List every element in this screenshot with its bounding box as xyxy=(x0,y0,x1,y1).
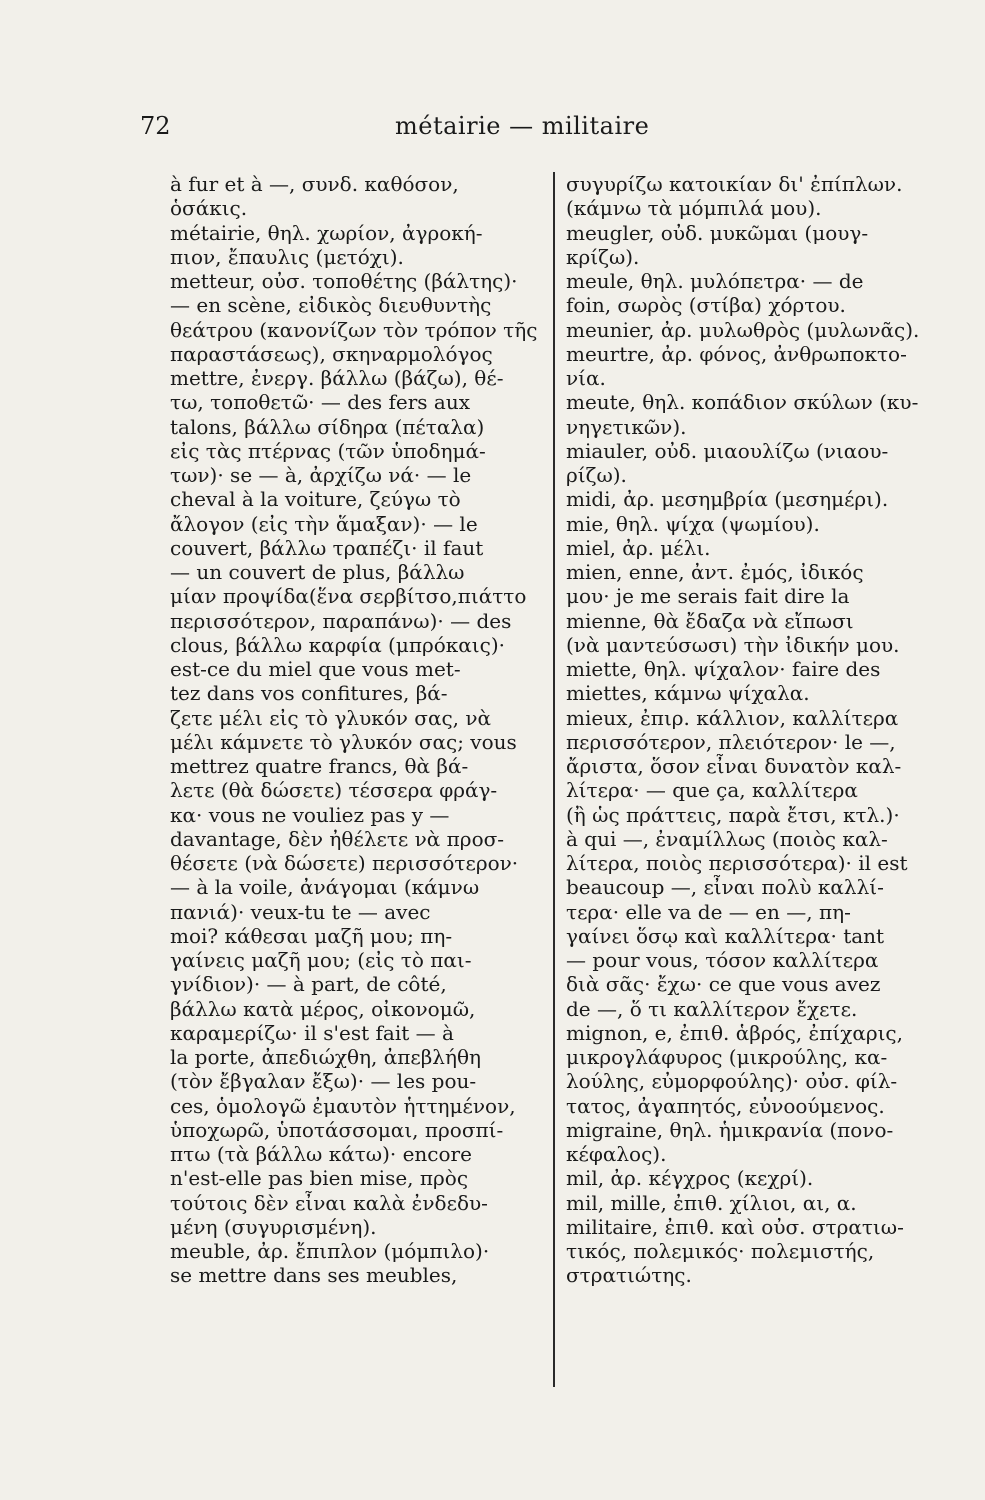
entry-line: — en scène, εἰδικὸς διευθυντὴς xyxy=(170,293,492,318)
entry-line: — un couvert de plus, βάλλω xyxy=(170,560,465,584)
entry-line: ὑποχωρῶ, ὑποτάσσομαι, προσπί- xyxy=(170,1117,504,1142)
entry-line: των)· se — à, ἀρχίζω νά· — le xyxy=(170,463,472,487)
entry-line: τούτοις δὲν εἶναι καλὰ ἐνδεδυ- xyxy=(170,1190,488,1215)
entry-line: — pour vous, τόσον καλλίτερα xyxy=(566,948,879,972)
entry-line: ἄριστα, ὅσον εἶναι δυνατὸν καλ- xyxy=(566,754,902,778)
entry-line: ces, ὁμολογῶ ἐμαυτὸν ἡττημένον, xyxy=(170,1093,516,1118)
entry-line: νία. xyxy=(566,366,606,390)
entry-line: ρίζω). xyxy=(566,463,627,487)
page-header xyxy=(140,112,930,146)
entry-line: μέλι κάμνετε τὸ γλυκόν σας; vous xyxy=(170,729,517,754)
entry-line: ὁσάκις. xyxy=(170,196,248,221)
entry-line: meugler, οὐδ. μυκῶμαι (μουγ- xyxy=(566,220,869,245)
entry-line: métairie, θηλ. χωρίον, ἀγροκή- xyxy=(170,220,483,245)
entry-line: μένη (συγυρισμένη). xyxy=(170,1214,377,1239)
entry-line: de —, ὅ τι καλλίτερον ἔχετε. xyxy=(566,996,858,1021)
entry-line: meute, θηλ. κοπάδιον σκύλων (κυ- xyxy=(566,390,919,415)
entry-line: miettes, κάμνω ψίχαλα. xyxy=(566,681,810,706)
entry-line: τατος, ἀγαπητός, εὐνοούμενος. xyxy=(566,1093,885,1118)
entry-line: midi, ἀρ. μεσημβρία (μεσημέρι). xyxy=(566,487,889,512)
entry-line: κα· vous ne vouliez pas y — xyxy=(170,802,450,827)
entry-line: (τὸν ἔβγαλαν ἔξω)· — les pou- xyxy=(170,1069,477,1094)
entry-line: moi? κάθεσαι μαζῆ μου; πη- xyxy=(170,923,453,948)
entry-line: meuble, ἀρ. ἔπιπλον (μόμπιλο)· xyxy=(170,1239,490,1263)
entry-line: militaire, ἐπιθ. καὶ οὐσ. στρατιω- xyxy=(566,1214,904,1239)
entry-line: κέφαλος). xyxy=(566,1142,667,1166)
entry-line: βάλλω κατὰ μέρος, οἰκονομῶ, xyxy=(170,996,476,1021)
entry-line: couvert, βάλλω τραπέζι· il faut xyxy=(170,535,484,560)
entry-line: γνίδιον)· — à part, de côté, xyxy=(170,972,447,997)
entry-line: à fur et à —, συνδ. καθόσον, xyxy=(170,172,459,196)
entry-line: (ἢ ὡς πράττεις, παρὰ ἔτσι, κτλ.)· xyxy=(566,802,900,827)
entry-line: mettrez quatre francs, θὰ βά- xyxy=(170,754,469,778)
entry-line: λίτερα, ποιὸς περισσότερα)· il est xyxy=(566,851,908,875)
entry-line: περισσότερον, παραπάνω)· — des xyxy=(170,608,512,633)
entry-line: λίτερα· — que ça, καλλίτερα xyxy=(566,778,858,803)
entry-line: λετε (θὰ δώσετε) τέσσερα φράγ- xyxy=(170,778,498,803)
entry-line: davantage, δὲν ἠθέλετε νὰ προσ- xyxy=(170,826,505,851)
entry-line: μίαν προψίδα(ἕνα σερβίτσο,πιάττο xyxy=(170,584,527,609)
entry-line: (νὰ μαντεύσωσι) τὴν ἰδικήν μου. xyxy=(566,632,900,657)
entry-line: miette, θηλ. ψίχαλον· faire des xyxy=(566,657,881,681)
entry-line: cheval à la voiture, ζεύγω τὸ xyxy=(170,487,461,512)
entry-line: foin, σωρὸς (στίβα) χόρτου. xyxy=(566,293,846,318)
entry-line: θεάτρου (κανονίζων τὸν τρόπον τῆς xyxy=(170,317,538,342)
entry-line: διὰ σᾶς· ἔχω· ce que vous avez xyxy=(566,972,881,997)
entry-line: meule, θηλ. μυλόπετρα· — de xyxy=(566,269,864,293)
entry-line: beaucoup —, εἶναι πολὺ καλλί- xyxy=(566,875,884,900)
entry-line: miauler, οὐδ. μιαουλίζω (νιαου- xyxy=(566,438,889,463)
entry-line: στρατιώτης. xyxy=(566,1263,692,1288)
entry-line: πτω (τὰ βάλλω κάτω)· encore xyxy=(170,1142,472,1166)
entry-line: n'est-elle pas bien mise, πρὸς xyxy=(170,1166,469,1191)
entry-line: τερα· elle va de — en —, πη- xyxy=(566,899,851,924)
entry-line: meurtre, ἀρ. φόνος, ἀνθρωποκτο- xyxy=(566,341,907,366)
entry-line: clous, βάλλω καρφία (μπρόκαις)· xyxy=(170,632,506,657)
entry-line: λούλης, εὐμορφούλης)· οὐσ. φίλ- xyxy=(566,1069,898,1094)
entry-line: mien, enne, ἀντ. ἐμός, ἰδικός xyxy=(566,560,864,584)
entry-line: mil, mille, ἐπιθ. χίλιοι, αι, α. xyxy=(566,1190,857,1215)
entry-line: τικός, πολεμικός· πολεμιστής, xyxy=(566,1239,875,1263)
column-divider xyxy=(553,172,555,1387)
entry-line: — à la voile, ἀνάγομαι (κάμνω xyxy=(170,875,480,900)
entry-line: à qui —, ἐναμίλλως (ποιὸς καλ- xyxy=(566,826,888,851)
entry-line: mignon, e, ἐπιθ. ἁβρός, ἐπίχαρις, xyxy=(566,1020,903,1045)
entry-line: talons, βάλλω σίδηρα (πέταλα) xyxy=(170,414,485,439)
entry-line: mil, ἀρ. κέγχρος (κεχρί). xyxy=(566,1166,814,1191)
entry-line: mettre, ἐνεργ. βάλλω (βάζω), θέ- xyxy=(170,366,504,390)
entry-line: mie, θηλ. ψίχα (ψωμίου). xyxy=(566,511,820,536)
left-column xyxy=(170,172,542,1288)
entry-line: metteur, οὐσ. τοποθέτης (βάλτης)· xyxy=(170,269,518,293)
entry-line: γαίνει ὅσῳ καὶ καλλίτερα· tant xyxy=(566,923,885,948)
entry-line: κρίζω). xyxy=(566,244,640,269)
entry-line: συγυρίζω κατοικίαν δι' ἐπίπλων. xyxy=(566,172,903,196)
entry-line: tez dans vos confitures, βά- xyxy=(170,681,448,706)
entry-line: παραστάσεως), σκηναρμολόγος xyxy=(170,341,493,366)
entry-line: τω, τοποθετῶ· — des fers aux xyxy=(170,390,470,415)
entry-line: περισσότερον, πλειότερον· le —, xyxy=(566,729,896,754)
entry-line: mieux, ἐπιρ. κάλλιον, καλλίτερα xyxy=(566,705,899,730)
entry-line: καραμερίζω· il s'est fait — à xyxy=(170,1020,454,1045)
entry-line: mienne, θὰ ἔδαζα νὰ εἴπωσι xyxy=(566,608,854,633)
entry-line: migraine, θηλ. ἡμικρανία (πονο- xyxy=(566,1117,894,1142)
entry-line: γαίνεις μαζῆ μου; (εἰς τὸ παι- xyxy=(170,948,472,972)
entry-line: ζετε μέλι εἰς τὸ γλυκόν σας, νὰ xyxy=(170,705,492,730)
entry-line: νηγετικῶν). xyxy=(566,414,687,439)
entry-line: μου· je me serais fait dire la xyxy=(566,584,850,609)
entry-line: meunier, ἀρ. μυλωθρὸς (μυλωνᾶς). xyxy=(566,317,920,342)
entry-line: est-ce du miel que vous met- xyxy=(170,657,461,681)
entry-line: se mettre dans ses meubles, xyxy=(170,1263,458,1288)
entry-line: ἄλογον (εἰς τὴν ἅμαξαν)· — le xyxy=(170,511,478,536)
entry-line: μικρογλάφυρος (μικρούλης, κα- xyxy=(566,1045,888,1069)
entry-line: εἰς τὰς πτέρνας (τῶν ὑποδημά- xyxy=(170,438,486,463)
entry-line: (κάμνω τὰ μόμπιλά μου). xyxy=(566,196,822,221)
page-number: 72 xyxy=(140,112,171,140)
entry-line: θέσετε (νὰ δώσετε) περισσότερον· xyxy=(170,851,519,875)
right-column xyxy=(566,172,948,1288)
entry-line: la porte, ἀπεδιώχθη, ἀπεβλήθη xyxy=(170,1045,481,1069)
entry-line: miel, ἀρ. μέλι. xyxy=(566,535,711,560)
entry-line: πιον, ἔπαυλις (μετόχι). xyxy=(170,244,404,269)
running-head: métairie — militaire xyxy=(395,112,650,140)
entry-line: πανιά)· veux-tu te — avec xyxy=(170,899,431,924)
